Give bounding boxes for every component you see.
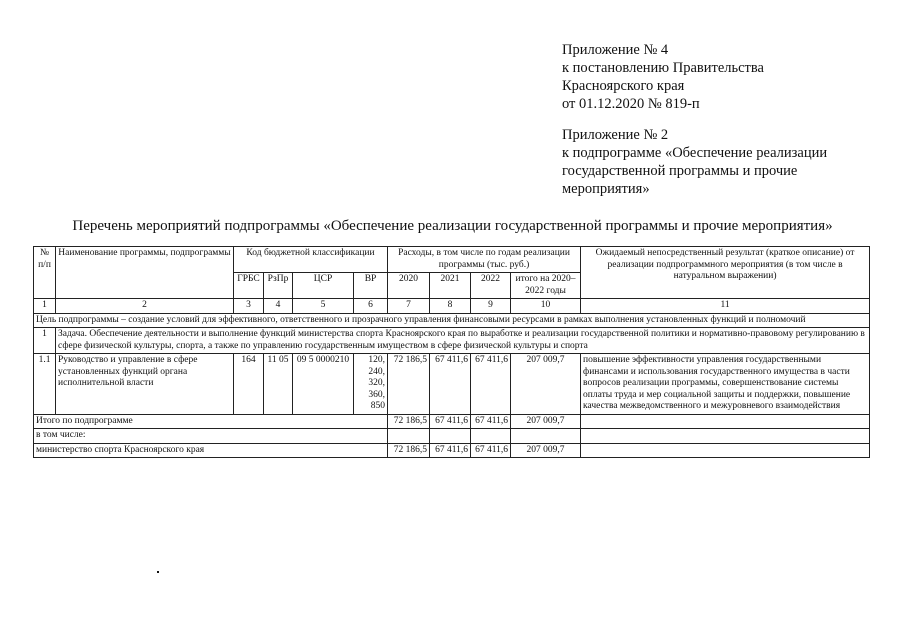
column-number: 7: [388, 299, 430, 314]
header-row: [34, 247, 870, 273]
column-number: 1: [34, 299, 56, 314]
empty-cell: [471, 429, 511, 444]
activity-2020: 72 186,5: [388, 354, 430, 415]
activity-result: повышение эффективности управления государственными финансами и использования государственного имущества в части вопросов реализации программы, совершенствование системы оплаты труда и мер социальной защиты и поддержки, повышение качества межведомственного и межуровневого взаимодействия: [581, 354, 870, 415]
ministry-2022: 67 411,6: [471, 443, 511, 458]
header-2021: 2021: [430, 273, 471, 299]
header-expenses: Расходы, в том числе по годам реализации программы (тыс. руб.): [388, 247, 581, 273]
header-result: Ожидаемый непосредственный результат (краткое описание) от реализации подпрограммного мероприятия (в том числе в натуральном выражении): [581, 247, 870, 299]
goal-row: [34, 313, 870, 328]
document-title: Перечень мероприятий подпрограммы «Обеспечение реализации государственной программы и прочие мероприятия»: [72, 218, 833, 234]
header-grbs: ГРБС: [234, 273, 264, 299]
task-num: 1: [34, 328, 56, 354]
total-2021: 67 411,6: [430, 414, 471, 429]
column-number: 6: [354, 299, 388, 314]
header-name: Наименование программы, подпрограммы: [56, 247, 234, 299]
ministry-total: 207 009,7: [511, 443, 581, 458]
column-number: 3: [234, 299, 264, 314]
header-2020: 2020: [388, 273, 430, 299]
subprogram-annex-reference: [562, 126, 827, 198]
activity-grbs: 164: [234, 354, 264, 415]
empty-cell: [388, 429, 430, 444]
ministry-row: [34, 443, 870, 458]
header-total: итого на 2020–2022 годы: [511, 273, 581, 299]
activity-total: 207 009,7: [511, 354, 581, 415]
activity-name: Руководство и управление в сфере установленных функций органа исполнительной власти: [56, 354, 234, 415]
annex-line: к постановлению Правительства: [562, 60, 764, 76]
header-num: № п/п: [34, 247, 56, 299]
activity-row: [34, 354, 870, 415]
annex-reference: [562, 41, 764, 113]
empty-cell: [430, 429, 471, 444]
header-vr: ВР: [354, 273, 388, 299]
total-sum: 207 009,7: [511, 414, 581, 429]
column-numbers-row: [34, 299, 870, 314]
task-text: Задача. Обеспечение деятельности и выполнение функций министерства спорта Красноярского края по выработке и реализации государственной политики и нормативно-правовому регулированию в сфере физической культуры, спорта, а также по управлению государственным имуществом в сфере физической культуры и спорта: [56, 328, 870, 354]
total-row: [34, 414, 870, 429]
annex-line: Приложение № 2: [562, 127, 669, 143]
annex-line: государственной программы и прочие: [562, 163, 798, 179]
ministry-2020: 72 186,5: [388, 443, 430, 458]
activity-num: 1.1: [34, 354, 56, 415]
column-number: 2: [56, 299, 234, 314]
activity-2022: 67 411,6: [471, 354, 511, 415]
total-result-empty: [581, 414, 870, 429]
total-label: Итого по подпрограмме: [34, 414, 388, 429]
total-2020: 72 186,5: [388, 414, 430, 429]
column-number: 8: [430, 299, 471, 314]
header-csr: ЦСР: [293, 273, 354, 299]
total-2022: 67 411,6: [471, 414, 511, 429]
activities-table: [33, 246, 870, 458]
header-rzpr: РзПр: [264, 273, 293, 299]
ministry-result-empty: [581, 443, 870, 458]
activity-vr: 120, 240, 320, 360, 850: [354, 354, 388, 415]
stray-dot: [157, 571, 159, 573]
activity-2021: 67 411,6: [430, 354, 471, 415]
column-number: 10: [511, 299, 581, 314]
column-number: 5: [293, 299, 354, 314]
column-number: 11: [581, 299, 870, 314]
including-label: в том числе:: [34, 429, 388, 444]
annex-line: Приложение № 4: [562, 42, 669, 58]
header-2022: 2022: [471, 273, 511, 299]
annex-line: от 01.12.2020 № 819-п: [562, 96, 700, 112]
annex-line: мероприятия»: [562, 181, 650, 197]
empty-cell: [581, 429, 870, 444]
task-row: [34, 328, 870, 354]
column-number: 4: [264, 299, 293, 314]
header-budget-code: Код бюджетной классификации: [234, 247, 388, 273]
activity-rzpr: 11 05: [264, 354, 293, 415]
goal-text: Цель подпрограммы – создание условий для эффективного, ответственного и прозрачного управления финансовыми ресурсами в рамках выполнения установленных функций и полномочий: [34, 313, 870, 328]
column-number: 9: [471, 299, 511, 314]
ministry-2021: 67 411,6: [430, 443, 471, 458]
including-row: [34, 429, 870, 444]
activity-csr: 09 5 0000210: [293, 354, 354, 415]
ministry-label: министерство спорта Красноярского края: [34, 443, 388, 458]
empty-cell: [511, 429, 581, 444]
annex-line: к подпрограмме «Обеспечение реализации: [562, 145, 828, 161]
annex-line: Красноярского края: [562, 78, 685, 94]
